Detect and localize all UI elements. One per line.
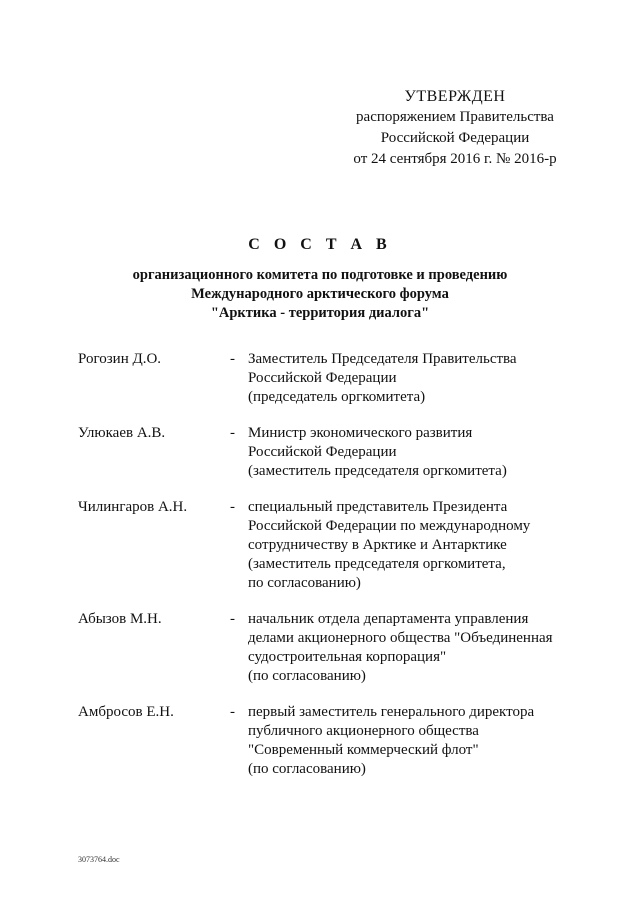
member-entry [78,350,598,407]
approval-stamp: УТВЕРЖДЕН [404,88,506,105]
document-title: С О С Т А В [248,236,392,253]
member-description-line: судостроительная корпорация" [248,649,447,665]
member-description-line: начальник отдела департамента управления [248,611,529,627]
member-dash: - [230,611,235,627]
member-description-line: Российской Федерации по международному [248,518,531,534]
member-description [248,610,598,686]
member-description-line: Заместитель Председателя Правительства [248,351,517,367]
member-description-line: Российской Федерации [248,370,397,386]
heading-line: организационного комитета по подготовке и проведению [132,267,508,283]
approval-date-line: от 24 сентября 2016 г. № 2016-р [353,151,557,167]
member-entry [78,610,598,686]
member-description-line: специальный представитель Президента [248,499,508,515]
member-description-line: по согласованию) [248,575,361,591]
member-description-line: Российской Федерации [248,444,397,460]
document-heading [60,236,580,323]
member-entry [78,703,598,779]
member-entry [78,424,598,481]
member-name: Улюкаев А.В. [78,425,166,441]
member-entry [78,498,598,593]
member-description-line: (заместитель председателя оргкомитета) [248,463,507,479]
file-reference: 3073764.doc [78,855,120,864]
member-description-line: (председатель оргкомитета) [248,389,426,405]
member-description-line: (по согласованию) [248,668,366,684]
heading-line: "Арктика - территория диалога" [210,305,430,321]
member-description-line: "Современный коммерческий флот" [248,742,479,758]
heading-line: Международного арктического форума [191,286,449,302]
member-dash: - [230,704,235,720]
approval-line: распоряжением Правительства [356,109,554,125]
member-dash: - [230,351,235,367]
member-dash: - [230,499,235,515]
member-description [248,703,598,779]
member-list [78,350,598,796]
member-description-line: сотрудничеству в Арктике и Антарктике [248,537,507,553]
member-name: Чилингаров А.Н. [78,499,188,515]
member-name: Рогозин Д.О. [78,351,162,367]
member-description-line: (заместитель председателя оргкомитета, [248,556,506,572]
member-name: Абызов М.Н. [78,611,162,627]
member-name: Амбросов Е.Н. [78,704,174,720]
approval-block [340,86,570,170]
member-description-line: публичного акционерного общества [248,723,479,739]
member-description-line: первый заместитель генерального директора [248,704,535,720]
member-description-line: (по согласованию) [248,761,366,777]
member-description [248,498,598,593]
member-description [248,424,598,481]
member-dash: - [230,425,235,441]
approval-line: Российской Федерации [380,130,530,146]
member-description [248,350,598,407]
member-description-line: делами акционерного общества "Объединенная [248,630,553,646]
member-description-line: Министр экономического развития [248,425,473,441]
